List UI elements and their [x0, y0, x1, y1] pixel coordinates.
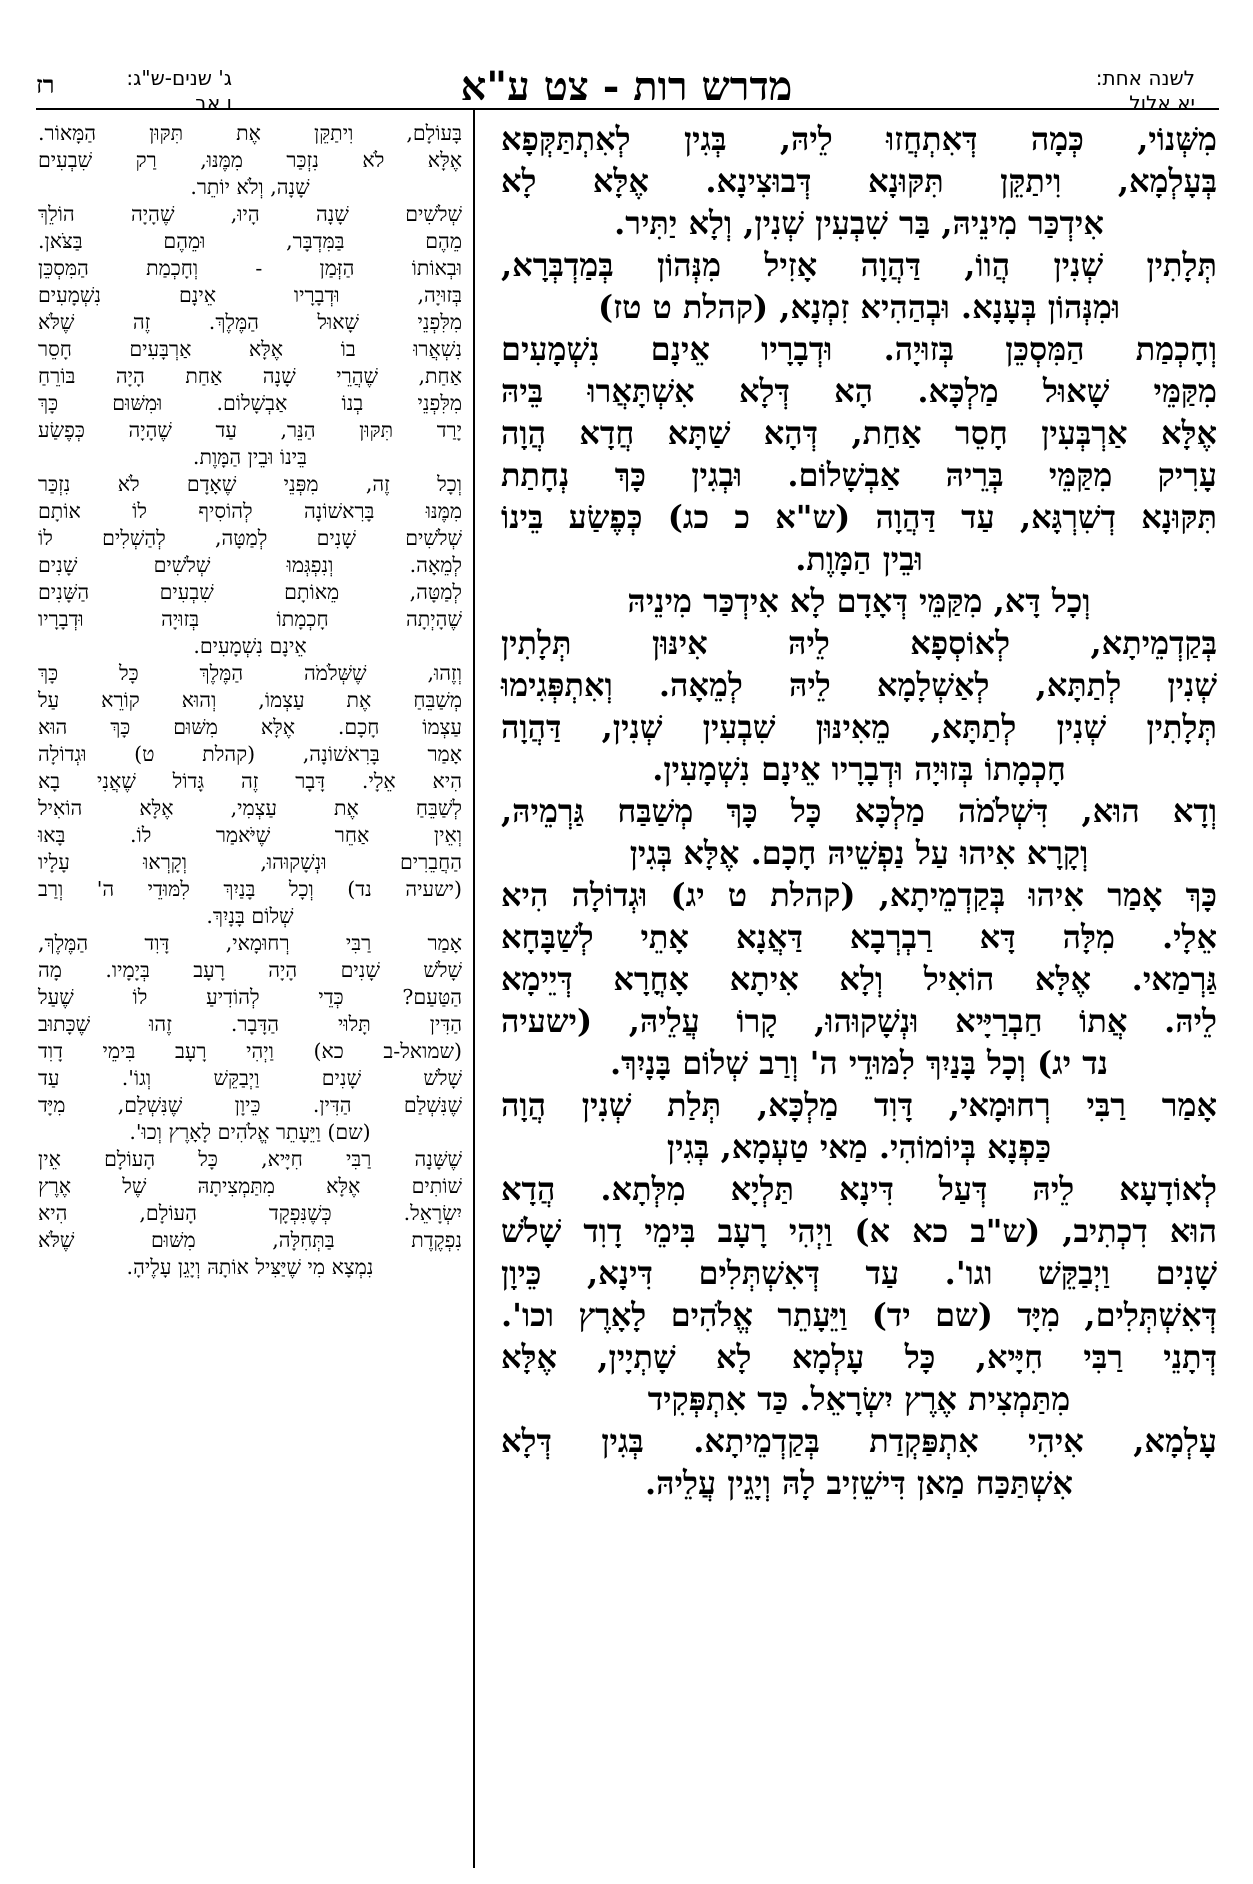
text-line: וְחָכְמַת הַמִּסְכֵּן בְּזוּיָה. וּדְבָרָיו אֵינָם נִשְׁמָעִים	[501, 330, 1217, 368]
page-header	[0, 0, 1253, 115]
text-line: בְּזוּיָה, וּדְבָרָיו אֵינָם נִשְׁמָעִים	[38, 283, 462, 307]
header-left-line2: ו אב	[195, 91, 232, 115]
text-line: לְאוֹדָעָא לֵיהּ דְּעַל דִּינָא תַּלְיָא מִלְּתָא. הֲדָא	[501, 1170, 1217, 1208]
text-line: הַחֲבֵרִים וּנְשָׁקוּהוּ, וְקָרְאוּ עָלָיו	[38, 850, 462, 874]
text-line: אָמַר בָּרִאשׁוֹנָה, (קהלת ט) וּגְדוֹלָה	[38, 742, 462, 766]
text-line: הַדִּין תָּלוּי הַדָּבָר. זֶהוּ שֶׁכָּתוּב	[38, 1012, 462, 1036]
text-line: אָמַר רַבִּי רְחוּמָאי, דָּוִד הַמֶּלֶךְ,	[38, 931, 462, 955]
text-line: אִידְכַּר מִינֵיהּ, בַּר שִׁבְעִין שְׁנִין, וְלָא יַתִּיר.	[614, 204, 1104, 242]
text-line: גַּרְמַאי. אֶלָּא הוֹאִיל וְלָא אִיתָא אָחֳרָא דְּיֵימָא	[501, 960, 1217, 998]
text-line: מִלִּפְנֵי בְנוֹ אַבְשָׁלוֹם. וּמִשּׁוּם כָּךְ	[38, 391, 462, 415]
header-divider	[36, 108, 1219, 110]
text-line: שָׁנִים וַיְבַקֵּשׁ וגו'. עַד דְּאִשְׁתְּלִים דִּינָא, כֵּיוָן	[501, 1254, 1217, 1292]
text-line: כָּךְ אָמַר אִיהוּ בְּקַדְמֵיתָא, (קהלת ט יג) וּגְדוֹלָה הִיא	[501, 876, 1217, 914]
text-line: נִמְצָא מִי שֶׁיַּצִּיל אוֹתָהּ וְיָגֵן עָלֶיהָ.	[126, 1255, 374, 1279]
text-line: מִתַּמְצִית אֶרֶץ יִשְׂרָאֵל. כַּד אִתְפְּקִיד	[647, 1380, 1071, 1418]
text-line: מִשְּׁנוֹי, כְּמָה דְּאִתְחֲזוּ לֵיהּ, בְּגִין לְאִתְתַּקְּפָא	[501, 120, 1217, 158]
text-line: נד יג) וְכָל בָּנַיִךְ לִמּוּדֵי ה' וְרַב שְׁלוֹם בָּנָיִךְ.	[609, 1044, 1109, 1082]
text-line: אֵלָי. מִלָּה דָּא רַבְרְבָא דַּאֲנָא אָתֵי לְשַׁבָּחָא	[501, 918, 1217, 956]
header-right-line2: יא אלול	[1129, 91, 1195, 115]
text-line: (שם) וַיֵּעָתֵר אֱלֹהִים לָאָרֶץ וְכוּ'.	[129, 1120, 371, 1144]
text-line: תְּלָתִין שְׁנִין הֲווֹ, דַּהֲוָה אָזִיל מִנְּהוֹן בְּמַדְבְּרָא,	[501, 246, 1217, 284]
text-line: לְשַׁבֵּחַ אֶת עַצְמִי, אֶלָּא הוֹאִיל	[38, 796, 462, 820]
main-text-column	[501, 118, 1217, 1504]
text-line: שָׁנָה, וְלֹא יוֹתֵר.	[190, 175, 310, 199]
text-line: וְדָא הוּא, דִּשְׁלֹמֹה מַלְכָּא כָּל כָּךְ מְשַׁבַּח גַּרְמֵיהּ,	[501, 792, 1217, 830]
text-line: וְכָל דָּא, מִקַּמֵּי דְּאָדָם לָא אִידְכַּר מִינֵיהּ	[627, 582, 1091, 620]
text-line: בְּעָלְמָא, וִיתַקֵּן תִּקּוּנָא דְּבוּצִינָא. אֶלָּא לָא	[501, 162, 1217, 200]
text-line: דְּאִשְׁתְּלִים, מִיָּד (שם יד) וַיֵּעָתֵר אֱלֹהִים לָאָרֶץ וכו'.	[501, 1296, 1217, 1334]
text-line: אַחַת, שֶׁהֲרֵי שָׁנָה אַחַת הָיָה בּוֹרֵחַ	[38, 364, 462, 388]
text-line: שֶׁשָּׁנָה רַבִּי חִיָּיא, כָּל הָעוֹלָם אֵין	[38, 1147, 462, 1171]
text-line: עָלְמָא, אִיהִי אִתְפַּקְדַת בְּקַדְמֵיתָא. בְּגִין דְּלָא	[501, 1422, 1217, 1460]
header-left-line1: ג' שנים-ש"ג:	[126, 66, 232, 90]
text-line: עָרִיק מִקַּמֵּי בְּרֵיהּ אַבְשָׁלוֹם. וּבְגִין כָּךְ נְחָתַת	[501, 456, 1217, 494]
text-line: אֵינָם נִשְׁמָעִים.	[193, 634, 307, 658]
text-line: וּמִנְּהוֹן בְּעָנָא. וּבְהַהִיא זִמְנָא, (קהלת ט טז)	[598, 288, 1120, 326]
text-line: כַּפְנָא בְּיוֹמוֹהִי. מַאי טַעְמָא, בְּגִין	[666, 1128, 1052, 1166]
text-line: אֶלָּא לֹא נִזְכַּר מִמֶּנּוּ, רַק שִׁבְעִים	[38, 148, 462, 172]
text-line: וְכָל זֶה, מִפְּנֵי שֶׁאָדָם לֹא נִזְכַּר	[38, 472, 462, 496]
text-line: תִּקּוּנָא דְשִׁרְגָּא, עַד דַּהֲוָה (ש"א כ כג) כְּפֶשַׂע בֵּינוֹ	[501, 498, 1217, 536]
text-line: אִשְׁתַּכַּח מַאן דִּישֵׁזִיב לָהּ וְיָגֵין עֲלֵיהּ.	[645, 1464, 1073, 1502]
text-line: לְמֵאָה. וְנִפְגְּמוּ שְׁלֹשִׁים שָׁנִים	[38, 553, 462, 577]
text-line: שְׁלוֹם בָּנָיִךְ.	[206, 904, 294, 928]
text-line: מִמֶּנּוּ בָּרִאשׁוֹנָה לְהוֹסִיף לוֹ אוֹתָם	[38, 499, 462, 523]
text-line: תְּלָתִין שְׁנִין לְתַתָּא, מֵאִינּוּן שִׁבְעִין שְׁנִין, דַּהֲוָה	[501, 708, 1217, 746]
text-line: וְאֵין אַחֵר שֶׁיֹּאמַר לוֹ. בָּאוּ	[38, 823, 462, 847]
text-line: נִפְקֶדֶת בַּתְּחִלָּה, מִשּׁוּם שֶׁלֹּא	[38, 1228, 462, 1252]
text-line: לֵיהּ. אֲתוֹ חַבְרַיָּיא וּנְשָׁקוּהוּ, קָרוֹ עֲלֵיהּ, (ישעיה	[501, 1002, 1217, 1040]
text-line: הִיא אֵלָי. דָּבָר זֶה גָּדוֹל שֶׁאֲנִי בָא	[38, 769, 462, 793]
text-line: שֶׁנִּשְׁלַם הַדִּין. כֵּיוָן שֶׁנִּשְׁלַם, מִיָּד	[38, 1093, 462, 1117]
text-line: הַטַּעַם? כְּדֵי לְהוֹדִיעַ לוֹ שֶׁעַל	[38, 985, 462, 1009]
text-line: (שמואל-ב כא) וַיְהִי רָעָב בִּימֵי דָוִד	[38, 1039, 462, 1063]
text-line: אָמַר רַבִּי רְחוּמָאי, דָּוִד מַלְכָּא, תְּלַת שְׁנִין הֲוָה	[501, 1086, 1217, 1124]
text-line: שׁוֹתִים אֶלָּא מִתַּמְצִיתָהּ שֶׁל אֶרֶץ	[38, 1174, 462, 1198]
text-line: דְּתָנֵי רַבִּי חִיָּיא, כָּל עָלְמָא לָא שָׁתְיָין, אֶלָּא	[501, 1338, 1217, 1376]
text-line: בְּקַדְמֵיתָא, לְאוֹסְפָא לֵיהּ אִינּוּן תְּלָתִין	[501, 624, 1217, 662]
text-line: שְׁנִין לְתַתָּא, לְאַשְׁלָמָא לֵיהּ לְמֵאָה. וְאִתְפְּגִימוּ	[501, 666, 1217, 704]
text-line: בֵּינוֹ וּבֵין הַמָּוֶת.	[192, 445, 308, 469]
text-line: בָּעוֹלָם, וִיתַקֵּן אֶת תִּקּוּן הַמָּאוֹר.	[38, 121, 462, 145]
text-line: וּבְאוֹתוֹ הַזְּמַן - וְחָכְמַת הַמִּסְכֵּן	[38, 256, 462, 280]
text-line: שְׁלֹשִׁים שָׁנָה הָיוּ, שֶׁהָיָה הוֹלֵךְ	[38, 202, 462, 226]
page-title: מדרש רות - צט ע"א	[460, 63, 793, 110]
text-line: וְקָרָא אִיהוּ עַל נַפְשֵׁיהּ חָכָם. אֶלָּא בְּגִין	[629, 834, 1089, 872]
text-line: (ישעיה נד) וְכָל בָּנַיִךְ לִמּוּדֵי ה' וְרַב	[38, 877, 462, 901]
text-line: לְמַטָּה, מֵאוֹתָם שִׁבְעִים הַשָּׁנִים	[38, 580, 462, 604]
text-line: אֶלָּא אַרְבְּעִין חָסֵר אַחַת, דְּהָא שַׁתָּא חֲדָא הֲוָה	[501, 414, 1217, 452]
text-line: מִקַּמֵּי שָׁאוּל מַלְכָּא. הָא דְּלָא אִשְׁתָּאֲרוּ בֵּיהּ	[501, 372, 1217, 410]
text-line: מֵהֶם בַּמִּדְבָּר, וּמֵהֶם בַּצֹּאן.	[38, 229, 462, 253]
column-divider	[473, 110, 475, 1868]
text-line: שָׁלֹשׁ שָׁנִים וַיְבַקֵּשׁ וְגוֹ'. עַד	[38, 1066, 462, 1090]
translation-column	[38, 120, 462, 1281]
text-line: שְׁלֹשִׁים שָׁנִים לְמַטָּה, לְהַשְׁלִים לוֹ	[38, 526, 462, 550]
text-line: הוּא דִכְתִיב, (ש"ב כא א) וַיְהִי רָעָב בִּימֵי דָוִד שָׁלֹשׁ	[501, 1212, 1217, 1250]
text-line: יִשְׂרָאֵל. כְּשֶׁנִּפְקָד הָעוֹלָם, הִיא	[38, 1201, 462, 1225]
page-number: רז	[36, 70, 55, 99]
text-line: וְזֶהוּ, שֶׁשְּׁלֹמֹה הַמֶּלֶךְ כָּל כָּךְ	[38, 661, 462, 685]
text-line: יָרַד תִּקּוּן הַנֵּר, עַד שֶׁהָיָה כְּפֶשַׂע	[38, 418, 462, 442]
text-line: עַצְמוֹ חָכָם. אֶלָּא מִשּׁוּם כָּךְ הוּא	[38, 715, 462, 739]
text-line: חָכְמָתוֹ בְּזוּיָה וּדְבָרָיו אֵינָם נִשְׁמָעִין.	[652, 750, 1066, 788]
text-line: מִלִּפְנֵי שָׁאוּל הַמֶּלֶךְ. זֶה שֶׁלֹּא	[38, 310, 462, 334]
text-line: מְשַׁבֵּחַ אֶת עַצְמוֹ, וְהוּא קוֹרֵא עַל	[38, 688, 462, 712]
header-right-line1: לשנה אחת:	[1095, 66, 1195, 90]
text-line: נִשְׁאֲרוּ בוֹ אֶלָּא אַרְבָּעִים חָסֵר	[38, 337, 462, 361]
text-line: וּבֵין הַמָּוֶת.	[795, 540, 923, 578]
text-line: שֶׁהָיְתָה חָכְמָתוֹ בְּזוּיָה וּדְבָרָיו	[38, 607, 462, 631]
text-line: שָׁלֹשׁ שָׁנִים הָיָה רָעָב בְּיָמָיו. מָה	[38, 958, 462, 982]
